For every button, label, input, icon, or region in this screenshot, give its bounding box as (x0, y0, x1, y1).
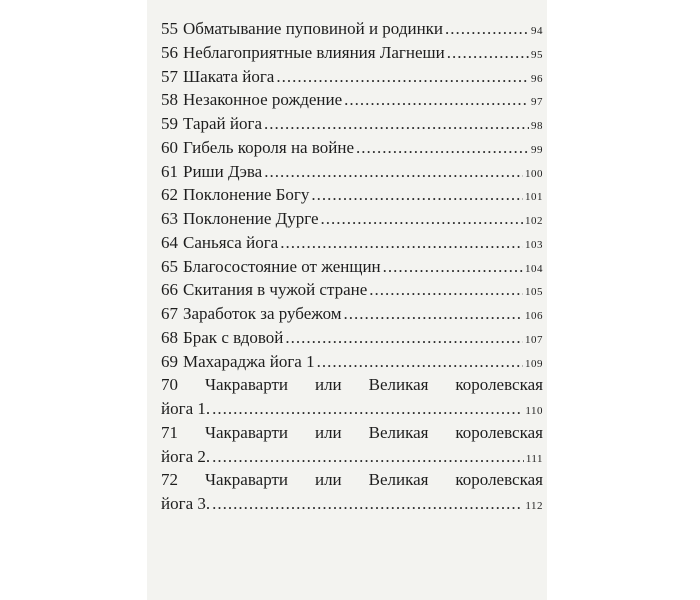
toc-entry (161, 302, 543, 326)
entry-page-number: 105 (525, 286, 543, 299)
entry-page-number: 99 (531, 143, 543, 156)
book-page (147, 0, 547, 600)
dot-leader (212, 445, 524, 469)
entry-number: 68 (161, 327, 178, 347)
dot-leader (344, 88, 529, 112)
entry-number: 59 (161, 114, 178, 133)
entry-title: Гибель короля на войне (183, 137, 355, 157)
toc-entry (161, 41, 543, 65)
toc-entry-wrapped (161, 373, 543, 421)
dot-leader (321, 207, 523, 231)
entry-word: королевская (455, 375, 543, 395)
toc-entry (161, 17, 543, 41)
entry-title: Тарай йога (183, 114, 263, 133)
entry-page-number: 100 (525, 167, 543, 180)
entry-number: 61 (161, 161, 178, 181)
entry-title: Махараджа йога 1 (183, 351, 315, 371)
entry-number: 60 (161, 137, 178, 157)
dot-leader (383, 255, 523, 279)
entry-number: 66 (161, 280, 178, 300)
entry-first-line (161, 468, 543, 492)
entry-title-continuation: йога 3. (161, 494, 211, 513)
entry-number: 65 (161, 256, 178, 276)
toc-entry-wrapped (161, 468, 543, 516)
entry-page-number: 110 (525, 405, 543, 417)
entry-word: или (314, 375, 342, 395)
entry-page-number: 109 (525, 357, 543, 370)
entry-word: Великая (368, 470, 429, 490)
entry-second-line (161, 397, 543, 421)
entry-number: 57 (161, 66, 178, 86)
entry-number: 56 (161, 42, 178, 62)
dot-leader (264, 112, 529, 136)
entry-word: Чакраварти (204, 470, 289, 490)
entry-title: Неблагоприятные влияния Лагнеши (183, 42, 445, 62)
table-of-contents (161, 17, 543, 516)
entry-page-number: 101 (525, 191, 543, 204)
entry-title: Поклонение Дурге (183, 209, 319, 228)
entry-number: 69 (161, 351, 178, 371)
entry-title: Саньяса йога (183, 232, 279, 252)
entry-word: королевская (455, 470, 543, 490)
entry-title-continuation: йога 1. (161, 399, 211, 418)
dot-leader (212, 492, 523, 516)
entry-number: 72 (161, 470, 178, 490)
toc-entry (161, 160, 543, 184)
entry-number: 63 (161, 209, 178, 228)
entry-page-number: 102 (525, 215, 543, 227)
entry-number: 70 (161, 375, 178, 395)
dot-leader (276, 65, 529, 89)
entry-title: Незаконное рождение (183, 90, 343, 110)
entry-word: или (314, 470, 342, 490)
toc-entry (161, 112, 543, 136)
entry-number: 64 (161, 232, 178, 252)
toc-entry (161, 183, 543, 207)
entry-first-line (161, 421, 543, 445)
toc-entry (161, 231, 543, 255)
entry-page-number: 97 (531, 96, 543, 109)
entry-number: 62 (161, 185, 178, 205)
toc-entry-wrapped (161, 421, 543, 469)
dot-leader (311, 183, 523, 207)
entry-second-line (161, 445, 543, 469)
entry-page-number: 111 (525, 452, 543, 465)
dot-leader (264, 160, 523, 184)
entry-title: Благосостояние от женщин (183, 256, 381, 276)
entry-number: 55 (161, 19, 178, 38)
entry-page-number: 98 (531, 120, 543, 132)
entry-number: 71 (161, 422, 178, 442)
toc-entry (161, 65, 543, 89)
toc-entry (161, 326, 543, 350)
entry-title: Риши Дэва (183, 161, 263, 181)
dot-leader (212, 397, 523, 421)
entry-word: Чакраварти (204, 375, 289, 395)
toc-entry (161, 255, 543, 279)
toc-entry (161, 88, 543, 112)
dot-leader (317, 350, 523, 374)
entry-second-line (161, 492, 543, 516)
dot-leader (369, 278, 523, 302)
entry-page-number: 106 (525, 310, 543, 322)
entry-title: Поклонение Богу (183, 185, 310, 205)
entry-page-number: 103 (525, 238, 543, 251)
entry-first-line (161, 373, 543, 397)
entry-page-number: 94 (531, 25, 543, 37)
entry-page-number: 107 (525, 333, 543, 346)
dot-leader (280, 231, 523, 255)
entry-page-number: 104 (525, 262, 543, 275)
toc-entry (161, 278, 543, 302)
entry-number: 67 (161, 304, 178, 323)
dot-leader (445, 17, 529, 41)
entry-word: королевская (455, 422, 543, 442)
dot-leader (344, 302, 523, 326)
toc-entry (161, 207, 543, 231)
entry-title-continuation: йога 2. (161, 446, 211, 466)
entry-title: Обматывание пуповиной и родинки (183, 19, 444, 38)
entry-title: Шаката йога (183, 66, 275, 86)
entry-title: Заработок за рубежом (183, 304, 342, 323)
entry-word: Великая (368, 375, 429, 395)
entry-word: или (314, 422, 342, 442)
entry-page-number: 96 (531, 72, 543, 85)
toc-entry (161, 350, 543, 374)
dot-leader (356, 136, 529, 160)
entry-title: Скитания в чужой стране (183, 280, 368, 300)
entry-page-number: 95 (531, 48, 543, 61)
entry-title: Брак с вдовой (183, 327, 284, 347)
entry-number: 58 (161, 90, 178, 110)
dot-leader (447, 41, 529, 65)
dot-leader (285, 326, 523, 350)
entry-word: Великая (368, 422, 429, 442)
entry-word: Чакраварти (204, 422, 289, 442)
toc-entry (161, 136, 543, 160)
entry-page-number: 112 (525, 500, 543, 512)
